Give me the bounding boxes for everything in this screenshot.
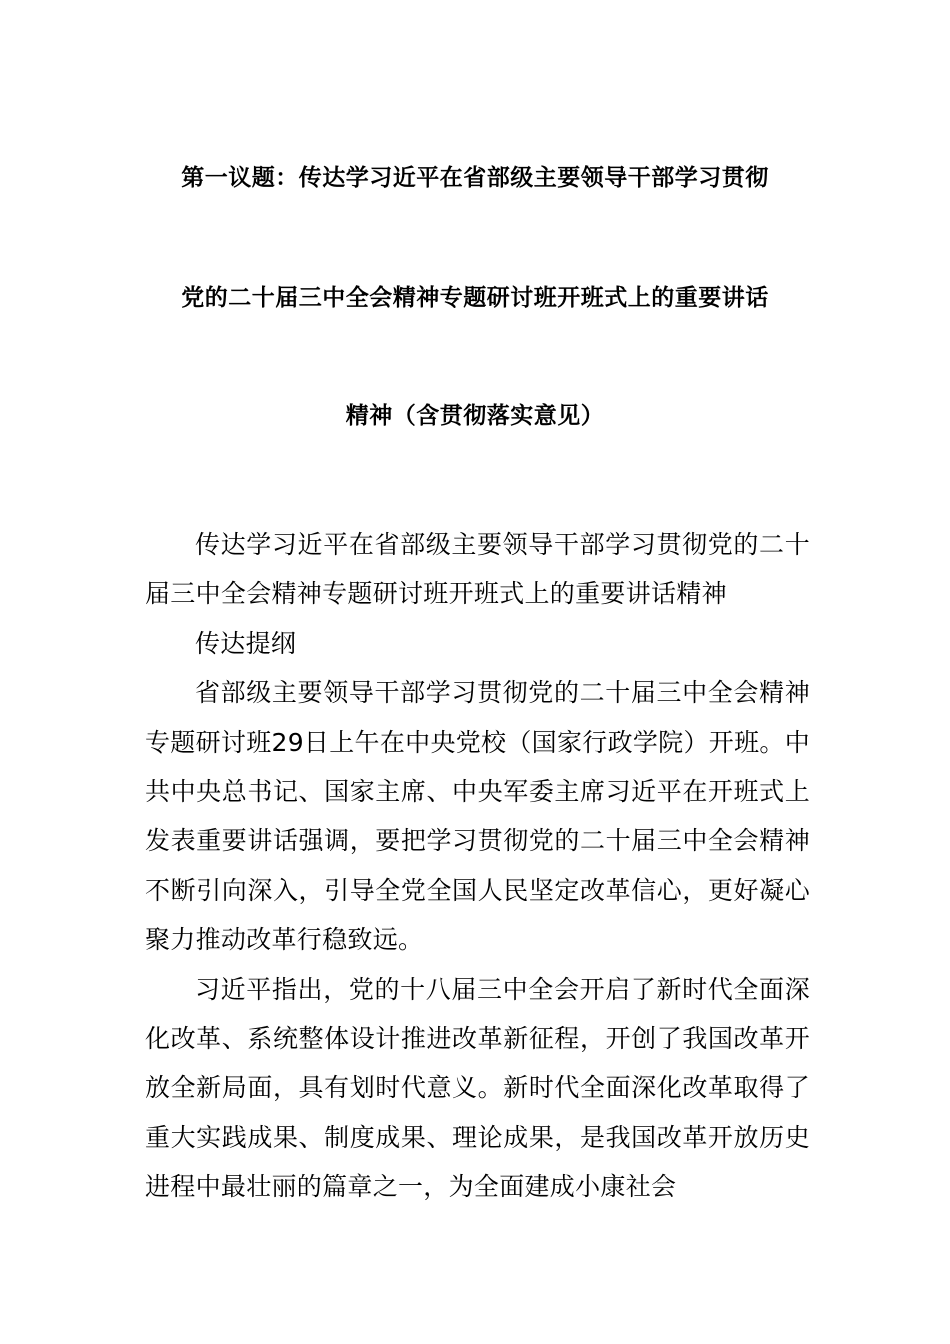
title-line-3: 精神（含贯彻落实意见） — [345, 403, 605, 429]
paragraph-intro: 传达学习近平在省部级主要领导干部学习贯彻党的二十届三中全会精神专题研讨班开班式上的重要讲话精神 — [145, 530, 810, 609]
document-body — [145, 520, 810, 1212]
paragraph-outline-heading: 传达提纲 — [195, 628, 297, 658]
paragraph-opening: 省部级主要领导干部学习贯彻党的二十届三中全会精神专题研讨班29日上午在中央党校（国家行政学院）开班。中共中央总书记、国家主席、中央军委主席习近平在开班式上发表重要讲话强调，要把学习贯彻党的二十届三中全会精神不断引向深入，引导全党全国人民坚定改革信心，更好凝心聚力推动改革行稳致远。 — [145, 678, 810, 955]
paragraph-significance: 习近平指出，党的十八届三中全会开启了新时代全面深化改革、系统整体设计推进改革新征程，开创了我国改革开放全新局面，具有划时代意义。新时代全面深化改革取得了重大实践成果、制度成果、理论成果，是我国改革开放历史进程中最壮丽的篇章之一，为全面建成小康社会 — [145, 974, 810, 1202]
title-line-1: 第一议题：传达学习近平在省部级主要领导干部学习贯彻 — [181, 165, 769, 191]
title-line-2: 党的二十届三中全会精神专题研讨班开班式上的重要讲话 — [181, 285, 769, 311]
